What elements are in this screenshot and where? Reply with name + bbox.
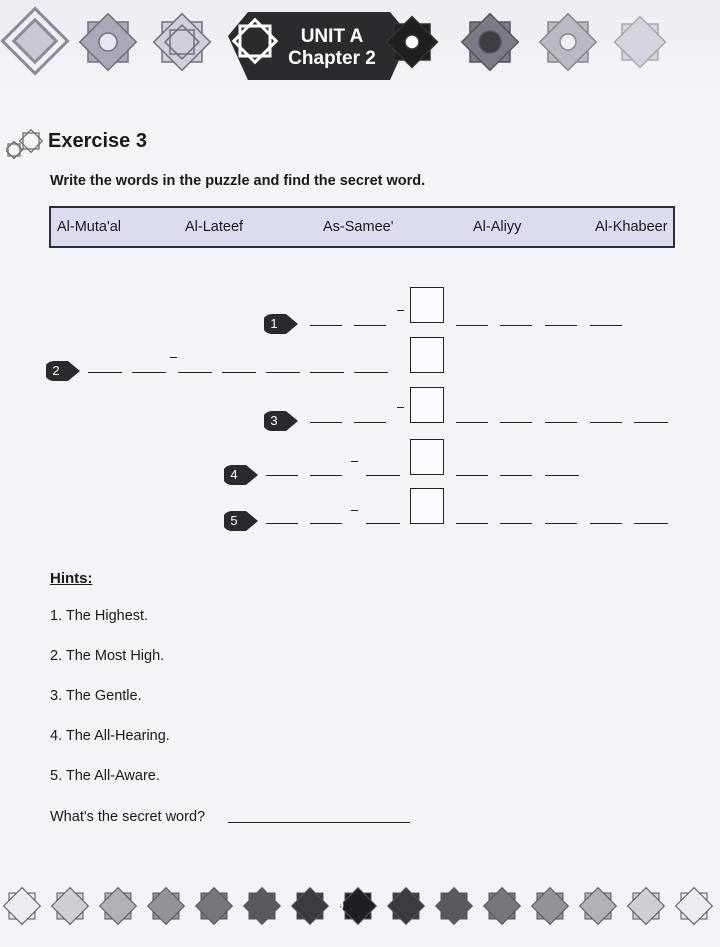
row-number: 4 bbox=[230, 467, 238, 482]
letter-blank[interactable] bbox=[354, 372, 388, 373]
word-bank-item: Al-Lateef bbox=[185, 219, 244, 235]
hyphen-mark bbox=[397, 310, 404, 311]
letter-blank[interactable] bbox=[88, 372, 122, 373]
letter-blank[interactable] bbox=[634, 523, 668, 524]
letter-blank[interactable] bbox=[545, 325, 577, 326]
hints-heading: Hints: bbox=[50, 570, 93, 587]
letter-blank[interactable] bbox=[266, 475, 298, 476]
secret-letter-box[interactable] bbox=[410, 337, 444, 373]
star-ornament-icon bbox=[540, 14, 597, 71]
flower-bullet-icon bbox=[6, 128, 46, 162]
footer-star-icon bbox=[436, 888, 473, 925]
secret-letter-box[interactable] bbox=[410, 387, 444, 423]
letter-blank[interactable] bbox=[178, 372, 212, 373]
letter-blank[interactable] bbox=[545, 422, 577, 423]
exercise-title: Exercise 3 bbox=[48, 130, 147, 152]
hyphen-mark bbox=[351, 510, 358, 511]
secret-word-question: What's the secret word? bbox=[50, 809, 206, 825]
letter-blank[interactable] bbox=[354, 422, 386, 423]
hint-item: 2. The Most High. bbox=[50, 648, 165, 664]
letter-blank[interactable] bbox=[310, 475, 342, 476]
unit-chapter-title bbox=[262, 26, 402, 70]
letter-blank[interactable] bbox=[456, 325, 488, 326]
letter-blank[interactable] bbox=[132, 372, 166, 373]
row-number: 3 bbox=[270, 413, 278, 428]
chapter-label: Chapter 2 bbox=[288, 48, 376, 69]
footer-star-icon bbox=[292, 888, 329, 925]
secret-letter-box[interactable] bbox=[410, 488, 444, 524]
footer-star-icon bbox=[388, 888, 425, 925]
letter-blank[interactable] bbox=[545, 475, 579, 476]
star-ornament-icon bbox=[80, 14, 137, 71]
secret-letter-box[interactable] bbox=[410, 439, 444, 475]
hyphen-mark bbox=[397, 407, 404, 408]
star-ornament-icon bbox=[154, 14, 211, 71]
hint-item: 3. The Gentle. bbox=[50, 688, 142, 704]
letter-blank[interactable] bbox=[310, 325, 342, 326]
letter-blank[interactable] bbox=[590, 325, 622, 326]
word-bank-item: Al-Khabeer bbox=[595, 219, 668, 235]
row-number: 1 bbox=[270, 316, 278, 331]
word-bank-item: Al-Aliyy bbox=[473, 219, 522, 235]
letter-blank[interactable] bbox=[366, 475, 400, 476]
letter-blank[interactable] bbox=[590, 422, 622, 423]
word-bank-item: As-Samee' bbox=[323, 219, 394, 235]
footer-star-icon bbox=[628, 888, 665, 925]
star-ornament-icon bbox=[2, 8, 67, 73]
letter-blank[interactable] bbox=[266, 372, 300, 373]
letter-blank[interactable] bbox=[500, 475, 532, 476]
hint-item: 4. The All-Hearing. bbox=[50, 728, 170, 744]
footer-star-icon bbox=[196, 888, 233, 925]
letter-blank[interactable] bbox=[634, 422, 668, 423]
hyphen-mark bbox=[351, 461, 358, 462]
letter-blank[interactable] bbox=[590, 523, 622, 524]
letter-blank[interactable] bbox=[366, 523, 400, 524]
word-bank-item: Al-Muta'al bbox=[57, 219, 122, 235]
letter-blank[interactable] bbox=[222, 372, 256, 373]
footer-star-icon bbox=[244, 888, 281, 925]
row-number: 5 bbox=[230, 513, 238, 528]
letter-blank[interactable] bbox=[456, 523, 488, 524]
page-number: 9 bbox=[336, 897, 344, 913]
letter-blank[interactable] bbox=[545, 523, 577, 524]
letter-blank[interactable] bbox=[456, 475, 488, 476]
letter-blank[interactable] bbox=[500, 325, 532, 326]
letter-blank[interactable] bbox=[500, 523, 532, 524]
footer-star-icon bbox=[52, 888, 89, 925]
letter-blank[interactable] bbox=[500, 422, 532, 423]
exercise-instruction: Write the words in the puzzle and find the secret word. bbox=[50, 173, 426, 189]
letter-blank[interactable] bbox=[266, 523, 298, 524]
footer-star-icon bbox=[580, 888, 617, 925]
word-bank bbox=[49, 206, 675, 248]
row-number: 2 bbox=[52, 363, 60, 378]
footer-star-icon bbox=[532, 888, 569, 925]
footer-star-icon bbox=[100, 888, 137, 925]
footer-star-icon bbox=[484, 888, 521, 925]
letter-blank[interactable] bbox=[456, 422, 488, 423]
unit-label: UNIT A bbox=[300, 26, 364, 47]
hyphen-mark bbox=[170, 357, 177, 358]
hint-item: 1. The Highest. bbox=[50, 608, 149, 624]
letter-blank[interactable] bbox=[310, 523, 342, 524]
footer-star-icon bbox=[148, 888, 185, 925]
star-ornament-icon bbox=[462, 14, 519, 71]
footer-star-icon bbox=[676, 888, 713, 925]
letter-blank[interactable] bbox=[310, 372, 344, 373]
footer-ornaments bbox=[0, 884, 720, 928]
secret-letter-box[interactable] bbox=[410, 287, 444, 323]
letter-blank[interactable] bbox=[310, 422, 342, 423]
letter-blank[interactable] bbox=[354, 325, 386, 326]
hint-item: 5. The All-Aware. bbox=[50, 768, 160, 784]
secret-word-answer-line[interactable] bbox=[228, 822, 410, 823]
star-ornament-icon bbox=[615, 17, 666, 68]
footer-star-icon bbox=[4, 888, 41, 925]
